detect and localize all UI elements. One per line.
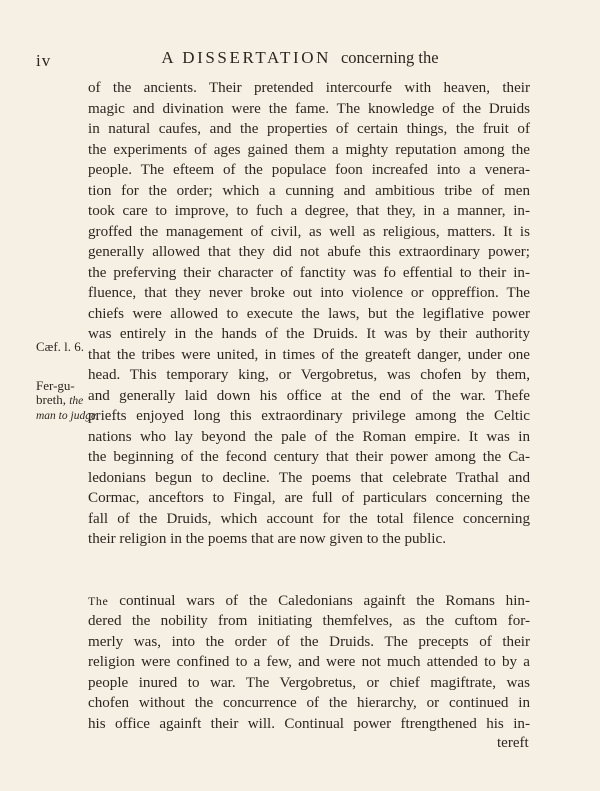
page-number: iv [36, 51, 52, 70]
running-header-subtitle: concerning the [340, 48, 439, 67]
text-line: his office againft their will. Continual power ftrengthened his in- [88, 715, 530, 732]
text-line: chofen without the concurrence of the hierarchy, or continued in [88, 695, 530, 711]
text-line: magic and divination were the fame. The knowledge of the Druids [88, 100, 530, 117]
text-line: fluence, that they never broke out into violence or oppreffion. The [88, 285, 530, 301]
margin-note-italic: the [69, 395, 84, 407]
text-line: dered the nobility from initiating themfelves, as the cuftom for- [88, 613, 530, 629]
text-line: people inured to war. The Vergobretus, or chief magiftrate, was [88, 674, 530, 691]
margin-note-caesar: Cæf. l. 6. [36, 339, 85, 354]
text-line: was entirely in the hands of the Druids. It was by their authority [88, 326, 530, 342]
text-line: chiefs were allowed to execute the laws, but the legiflative power [88, 305, 530, 322]
small-caps-word: The [88, 593, 109, 608]
body-text [88, 78, 530, 734]
text-line: and generally laid down his office at the end of the war. Thefe [88, 387, 530, 404]
text-line: Cormac, anceftors to Fingal, are full of particulars concerning the [88, 490, 530, 506]
running-header-title: A DISSERTATION [161, 48, 331, 67]
paragraph-gap [88, 550, 530, 571]
text-line: people. The efteem of the populace foon increafed into a venera- [88, 162, 530, 178]
margin-note-line: Fer-gu- [36, 378, 75, 393]
text-line: merly was, into the order of the Druids. The precepts of their [88, 633, 530, 650]
text-line-rest: continual wars of the Caledonians againft the Romans hin- [119, 592, 530, 609]
text-line: generally allowed that they did not abufe this extraordinary power; [88, 244, 530, 260]
text-line: in natural caufes, and the properties of certain things, the fruit of [88, 121, 530, 137]
text-line: the beginning of the fecond century that their power among the Ca- [88, 449, 530, 465]
text-line: fall of the Druids, which account for the total filence concerning [88, 510, 530, 527]
text-line-first [88, 591, 530, 612]
paragraph-2 [88, 591, 530, 735]
text-line: that the tribes were united, in times of the greateft danger, under one [88, 346, 530, 363]
paragraph-1 [88, 78, 530, 550]
catchword: tereft [497, 735, 529, 751]
running-header [0, 48, 600, 68]
margin-note-italic: man to judge. [36, 410, 99, 422]
text-line: the preferving their character of fanctity was fo effential to their in- [88, 264, 530, 281]
paragraph-gap [88, 570, 530, 591]
text-line: tion for the order; which a cunning and ambitious tribe of men [88, 182, 530, 199]
text-line: the experiments of ages gained them a mighty reputation among the [88, 141, 530, 158]
text-line: their religion in the poems that are now given to the public. [88, 531, 446, 547]
text-line: nations who lay beyond the pale of the Roman empire. It was in [88, 428, 530, 445]
text-line: groffed the management of civil, as well as religious, matters. It is [88, 223, 530, 240]
text-line: of the ancients. Their pretended intercourfe with heaven, their [88, 80, 530, 96]
text-line: took care to improve, to fuch a degree, that they, in a manner, in- [88, 203, 530, 219]
text-line: priefts enjoyed long this extraordinary privilege among the Celtic [88, 408, 530, 424]
text-line: religion were confined to a few, and were not much attended to by a [88, 654, 530, 670]
text-line: head. This temporary king, or Vergobretus, was chofen by them, [88, 367, 530, 383]
margin-note-word: breth, [36, 392, 66, 407]
text-line: ledonians begun to decline. The poems that celebrate Trathal and [88, 469, 530, 486]
